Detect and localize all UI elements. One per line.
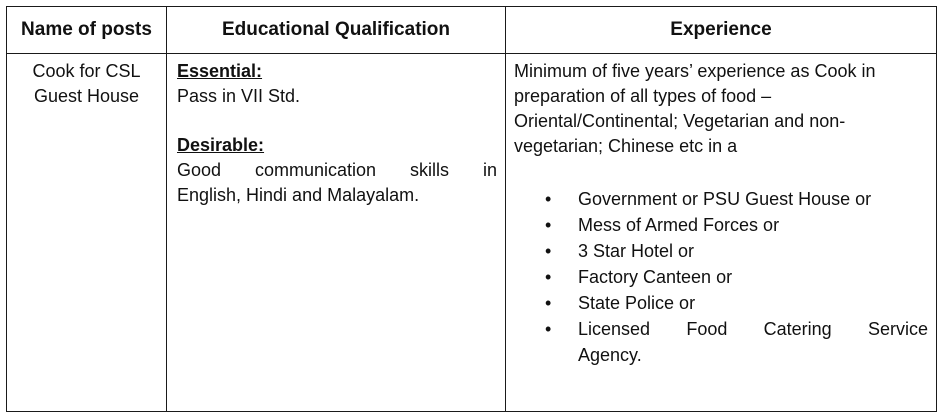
list-item-line: Agency. [578, 345, 642, 365]
essential-heading: Essential: [177, 61, 263, 81]
post-name-line: Guest House [33, 86, 140, 106]
list-item: • Factory Canteen or [578, 264, 928, 290]
desirable-text-line: English, Hindi and Malayalam. [177, 185, 420, 205]
header-educational-qualification: Educational Qualification [167, 7, 506, 54]
essential-text: Pass in VII Std. [177, 86, 301, 106]
list-item: • Mess of Armed Forces or [578, 212, 928, 238]
experience-places-list [514, 186, 928, 368]
experience-intro-line: vegetarian; Chinese etc in a [514, 136, 738, 156]
spacer [177, 109, 497, 133]
list-item: • State Police or [578, 290, 928, 316]
experience-intro-line: Minimum of five years’ experience as Cook in [514, 61, 876, 81]
table-row [7, 54, 937, 412]
header-name-of-posts: Name of posts [7, 7, 167, 54]
post-name-line: Cook for CSL [32, 61, 141, 81]
table-header-row [7, 7, 937, 54]
desirable-text-line: Good communication skills in [177, 160, 497, 180]
experience-cell [506, 54, 937, 412]
post-name-cell [7, 54, 167, 412]
desirable-heading: Desirable: [177, 135, 265, 155]
experience-intro-line: Oriental/Continental; Vegetarian and non- [514, 111, 846, 131]
list-item: • 3 Star Hotel or [578, 238, 928, 264]
eligibility-table [6, 6, 937, 412]
list-item [578, 316, 928, 368]
header-experience: Experience [506, 7, 937, 54]
experience-intro [514, 59, 928, 159]
list-item: • Government or PSU Guest House or [578, 186, 928, 212]
eligibility-table-wrapper [6, 6, 936, 412]
list-item-line: • Licensed Food Catering Service [578, 319, 928, 339]
qualification-cell [167, 54, 506, 412]
experience-intro-line: preparation of all types of food – [514, 86, 772, 106]
